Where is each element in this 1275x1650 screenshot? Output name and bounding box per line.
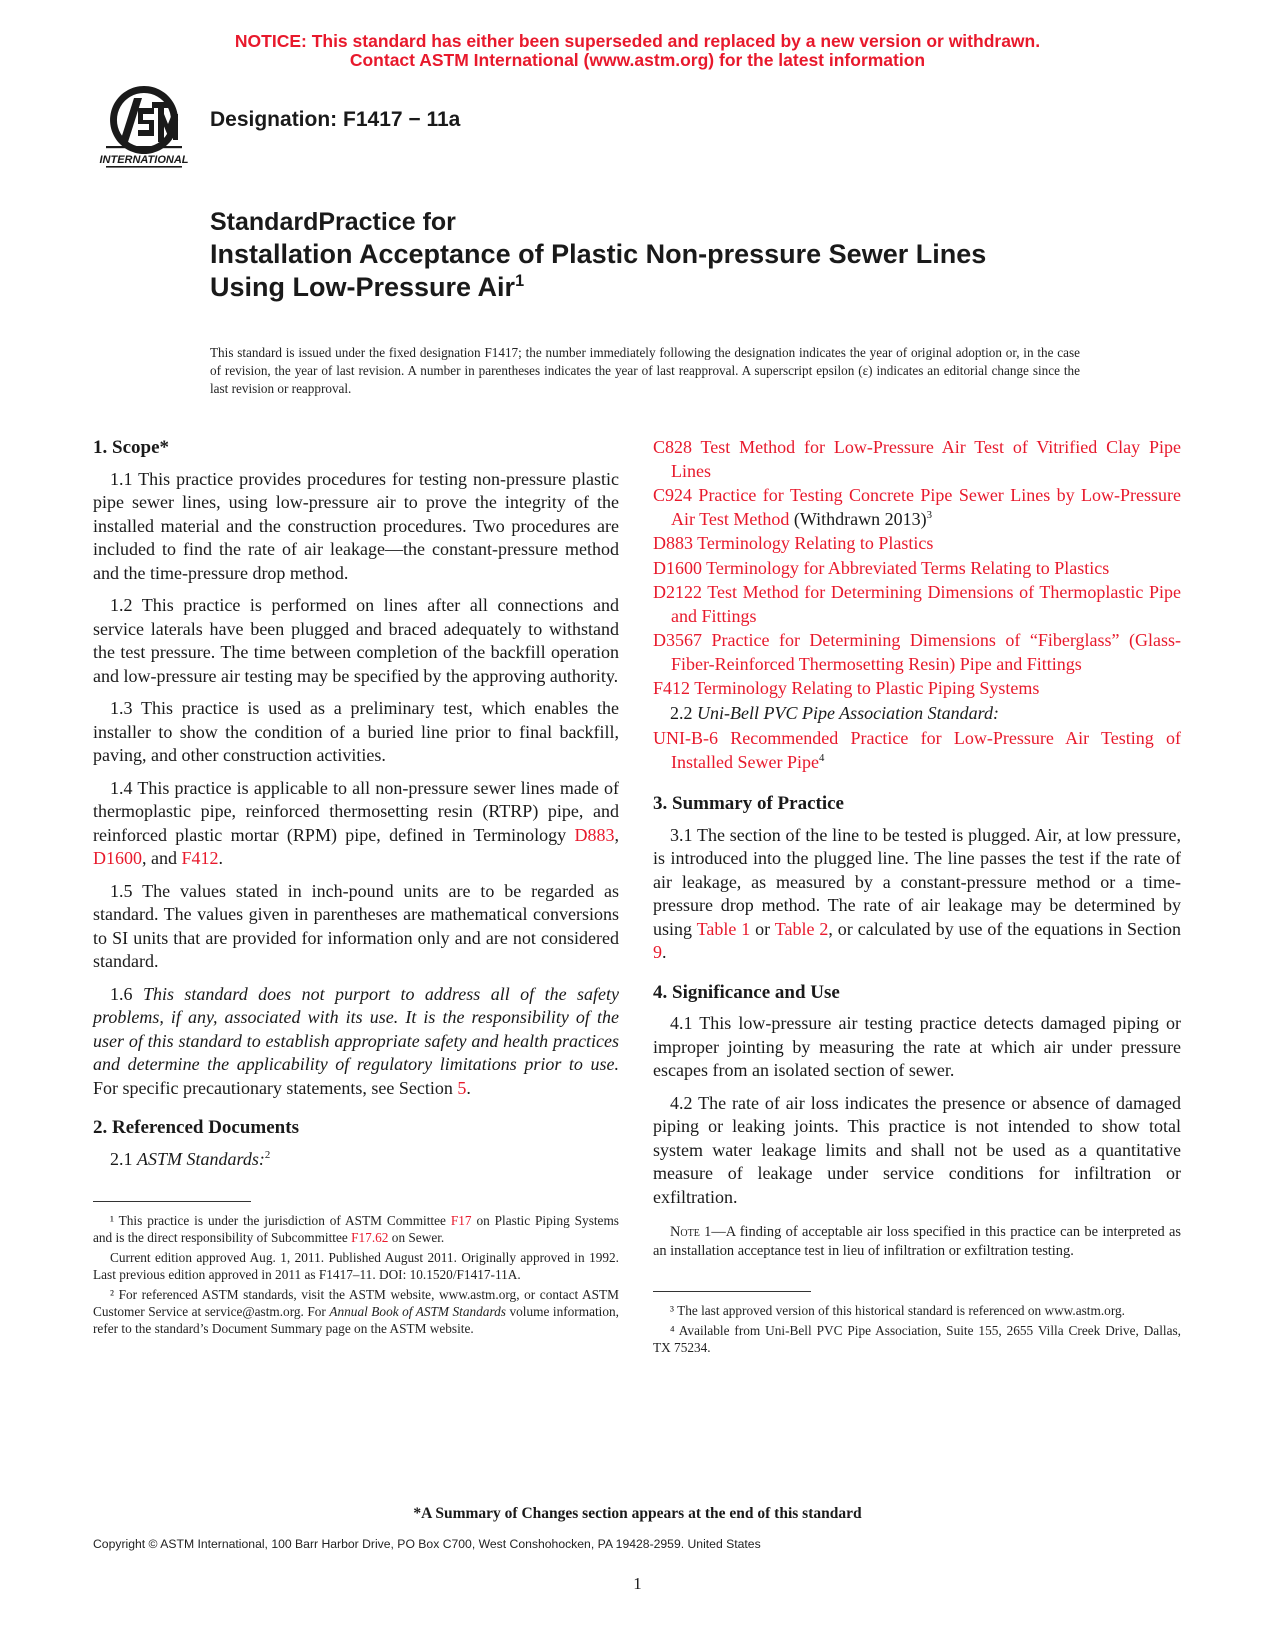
- page-number: 1: [633, 1574, 642, 1593]
- footnote-1-text: on Sewer.: [388, 1230, 445, 1245]
- conjunction: or: [750, 918, 775, 939]
- annual-book-title: Annual Book of ASTM Standards: [329, 1304, 506, 1319]
- footnote-divider: [93, 1201, 251, 1202]
- ref-title[interactable]: Practice for Determining Dimensions of “Fiberglass” (Glass-Fiber-Reinforced Thermosetting Resin) Pipe and Fittings: [671, 630, 1181, 674]
- ref-status: (Withdrawn 2013): [789, 508, 927, 529]
- copyright-line: Copyright © ASTM International, 100 Barr Harbor Drive, PO Box C700, West Conshohocken, PA 19428-2959. United States: [93, 1537, 761, 1551]
- ref-title[interactable]: Terminology Relating to Plastics: [693, 533, 934, 553]
- title-line-2: Installation Acceptance of Plastic Non-pressure Sewer Lines: [210, 239, 987, 269]
- para-1-6-text: For specific precautionary statements, see Section: [93, 1077, 458, 1098]
- footnote-marker-2: 2: [264, 1148, 271, 1161]
- ref-item[interactable]: [653, 677, 1181, 701]
- para-2-2: [653, 702, 1181, 726]
- ref-link-section-5[interactable]: 5: [457, 1077, 467, 1098]
- ref-item[interactable]: [653, 581, 1181, 628]
- period: .: [662, 942, 667, 962]
- para-1-4-text: 1.4 This practice is applicable to all non-pressure sewer lines made of thermoplastic pipe, reinforced thermosetting resin (RTRP) pipe, and reinforced plastic mortar (RPM) pipe, defined in Terminology: [93, 777, 619, 845]
- safety-statement: This standard does not purport to address all of the safety problems, if any, associated with its use. It is the responsibility of the user of this standard to establish appropriate safety and health practices and determine the applicability of regulatory limitations prior to use.: [93, 983, 619, 1074]
- para-1-2: 1.2 This practice is performed on lines after all connections and service laterals have been plugged and braced adequately to withstand the test pressure. The time between completion of the backfill operation and low-pressure air testing may be specified by the approving authority.: [93, 595, 619, 686]
- para-1-3: 1.3 This practice is used as a preliminary test, which enables the installer to show the condition of a buried line prior to final backfill, paving, and other construction activities.: [93, 698, 619, 765]
- notice-line-2: Contact ASTM International (www.astm.org) for the latest information: [349, 50, 926, 70]
- left-column: [93, 436, 619, 1340]
- summary-of-changes-notice: *A Summary of Changes section appears at the end of this standard: [413, 1505, 862, 1522]
- note-label: Note: [670, 1224, 700, 1240]
- astm-standards-label: ASTM Standards:: [137, 1148, 265, 1169]
- ref-code[interactable]: D2122: [653, 582, 702, 602]
- ref-title[interactable]: Test Method for Low-Pressure Air Test of Vitrified Clay Pipe Lines: [671, 437, 1181, 481]
- para-1-6-number: 1.6: [110, 983, 143, 1004]
- section-4-heading: 4. Significance and Use: [653, 981, 840, 1003]
- footnote-1-edition: Current edition approved Aug. 1, 2011. Published August 2011. Originally approved in 1992. Last previous edition approved in 2011 as F1417–11. DOI: 10.1520/F1417-11A.: [93, 1250, 619, 1282]
- right-column: [653, 436, 1181, 1359]
- title-line-3-text: Using Low-Pressure Air: [210, 272, 516, 302]
- ref-title[interactable]: Terminology Relating to Plastic Piping Systems: [690, 678, 1040, 698]
- ref-item[interactable]: [653, 629, 1181, 676]
- designation: Designation: F1417 − 11a: [210, 108, 461, 131]
- title-line-1: StandardPractice for: [210, 208, 456, 236]
- astm-logo: [92, 84, 196, 180]
- para-1-1: 1.1 This practice provides procedures for testing non-pressure plastic pipe sewer lines, using low-pressure air to prove the integrity of the installed material and the construction procedures. Two procedures are included to find the rate of air leakage—the constant-pressure method and the time-pressure drop method.: [93, 468, 619, 583]
- ref-item[interactable]: [653, 436, 1181, 483]
- footnote-4: ⁴ Available from Uni-Bell PVC Pipe Association, Suite 155, 2655 Villa Creek Drive, Dallas, TX 75234.: [653, 1323, 1181, 1355]
- ref-link-section-9[interactable]: 9: [653, 942, 662, 962]
- astm-logo-graphic: [92, 84, 196, 180]
- ref-code[interactable]: F412: [653, 678, 691, 698]
- section-3-heading: 3. Summary of Practice: [653, 793, 844, 814]
- footnote-2: [93, 1286, 619, 1337]
- footnote-1-text: on Plastic Piping Systems and is the direct responsibility of Subcommittee: [93, 1213, 619, 1245]
- footnote-2-text: volume information, refer to the standard’s Document Summary page on the ASTM website.: [93, 1304, 619, 1336]
- period: .: [466, 1077, 471, 1098]
- para-2-1-number: 2.1: [110, 1148, 137, 1169]
- ref-title[interactable]: Practice for Testing Concrete Pipe Sewer Lines by Low-Pressure Air Test Method: [671, 485, 1181, 529]
- para-3-1-text: , or calculated by use of the equations in Section: [828, 918, 1182, 939]
- ref-item[interactable]: [653, 484, 1181, 531]
- title-line-3: [210, 271, 1110, 304]
- period: .: [218, 848, 224, 868]
- para-1-5: 1.5 The values stated in inch-pound units are to be regarded as standard. The values given in parentheses are mathematical conversions to SI units that are provided for information only and are not considered standard.: [93, 880, 619, 971]
- footnote-3: ³ The last approved version of this historical standard is referenced on www.astm.org.: [670, 1303, 1125, 1318]
- para-2-2-number: 2.2: [670, 702, 697, 723]
- ref-link-d1600[interactable]: D1600: [93, 848, 142, 868]
- ref-code[interactable]: D3567: [653, 630, 702, 650]
- ref-link-f412[interactable]: F412: [181, 848, 219, 868]
- ref-title[interactable]: Terminology for Abbreviated Terms Relating to Plastics: [702, 557, 1110, 578]
- footnote-1: [93, 1212, 619, 1246]
- ref-code[interactable]: C924: [653, 485, 693, 505]
- note-text: 1—A finding of acceptable air loss specified in this practice can be interpreted as an installation acceptance test in lieu of infiltration or exfiltration testing.: [653, 1224, 1181, 1259]
- logo-text: INTERNATIONAL: [99, 154, 189, 166]
- uni-bell-label: Uni-Bell PVC Pipe Association Standard:: [697, 702, 999, 723]
- section-2-heading: 2. Referenced Documents: [93, 1117, 299, 1138]
- document-title: [210, 206, 1110, 304]
- notice-line-1: NOTICE: This standard has either been superseded and replaced by a new version or withdrawn.: [234, 31, 1041, 51]
- ref-title[interactable]: Test Method for Determining Dimensions of Thermoplastic Pipe and Fittings: [671, 582, 1181, 626]
- note-1: [653, 1223, 1181, 1261]
- para-3-1: [653, 824, 1181, 965]
- ref-link-f17-62[interactable]: F17.62: [351, 1230, 389, 1245]
- footnote-marker-3: 3: [926, 508, 933, 521]
- title-footnote-marker: 1: [515, 272, 525, 290]
- separator: ,: [614, 824, 619, 845]
- para-1-6: [93, 983, 619, 1101]
- supersession-notice: [0, 32, 1275, 70]
- issuance-note: This standard is issued under the fixed designation F1417; the number immediately following the designation indicates the year of original adoption or, in the case of revision, the year of last revision. A number in parentheses indicates the year of last reapproval. A superscript epsilon (ε) indicates an editorial change since the last revision or reapproval.: [210, 345, 1080, 396]
- referenced-standards-list: [653, 436, 1181, 701]
- footnote-2-text: ² For referenced ASTM standards, visit the ASTM website, www.astm.org, or contact ASTM Customer Service at service@astm.org. For: [93, 1287, 619, 1319]
- ref-link-f17[interactable]: F17: [450, 1213, 472, 1228]
- footnote-marker-4: 4: [818, 751, 825, 764]
- ref-item[interactable]: [653, 557, 1181, 581]
- ref-code[interactable]: D883: [653, 533, 693, 553]
- ref-link-table-1[interactable]: Table 1: [696, 918, 751, 939]
- ref-link-table-2[interactable]: Table 2: [774, 918, 829, 939]
- footnote-1-text: ¹ This practice is under the jurisdiction of ASTM Committee: [110, 1213, 451, 1228]
- ref-code[interactable]: C828: [653, 437, 693, 457]
- ref-item-uni-b-6[interactable]: [653, 727, 1181, 774]
- footnote-divider: [653, 1291, 811, 1292]
- para-3-1-text: 3.1 The section of the line to be tested is plugged. Air, at low pressure, is introduced into the plugged line. The line passes the test if the rate of air leakage, as measured by a constant-pressure method or a time-pressure drop method. The rate of air leakage may be determined by using: [653, 824, 1181, 939]
- para-2-1: [93, 1148, 619, 1172]
- ref-title[interactable]: Recommended Practice for Low-Pressure Air Testing of Installed Sewer Pipe: [671, 728, 1181, 772]
- ref-item[interactable]: [653, 532, 1181, 556]
- section-1-heading: 1. Scope*: [93, 437, 169, 458]
- ref-code[interactable]: D1600: [653, 557, 702, 578]
- para-4-1: 4.1 This low-pressure air testing practice detects damaged piping or improper jointing by measuring the rate at which air under pressure escapes from an isolated section of sewer.: [653, 1013, 1181, 1080]
- para-4-2: 4.2 The rate of air loss indicates the presence or absence of damaged piping or leaking joints. This practice is not intended to show total system water leakage limits and shall not be used as a quantitative measure of leakage under service conditions for infiltration or exfiltration.: [653, 1092, 1181, 1207]
- separator: , and: [142, 848, 182, 868]
- para-1-4: [93, 777, 619, 871]
- ref-code[interactable]: UNI-B-6: [653, 728, 718, 748]
- ref-link-d883[interactable]: D883: [574, 824, 615, 845]
